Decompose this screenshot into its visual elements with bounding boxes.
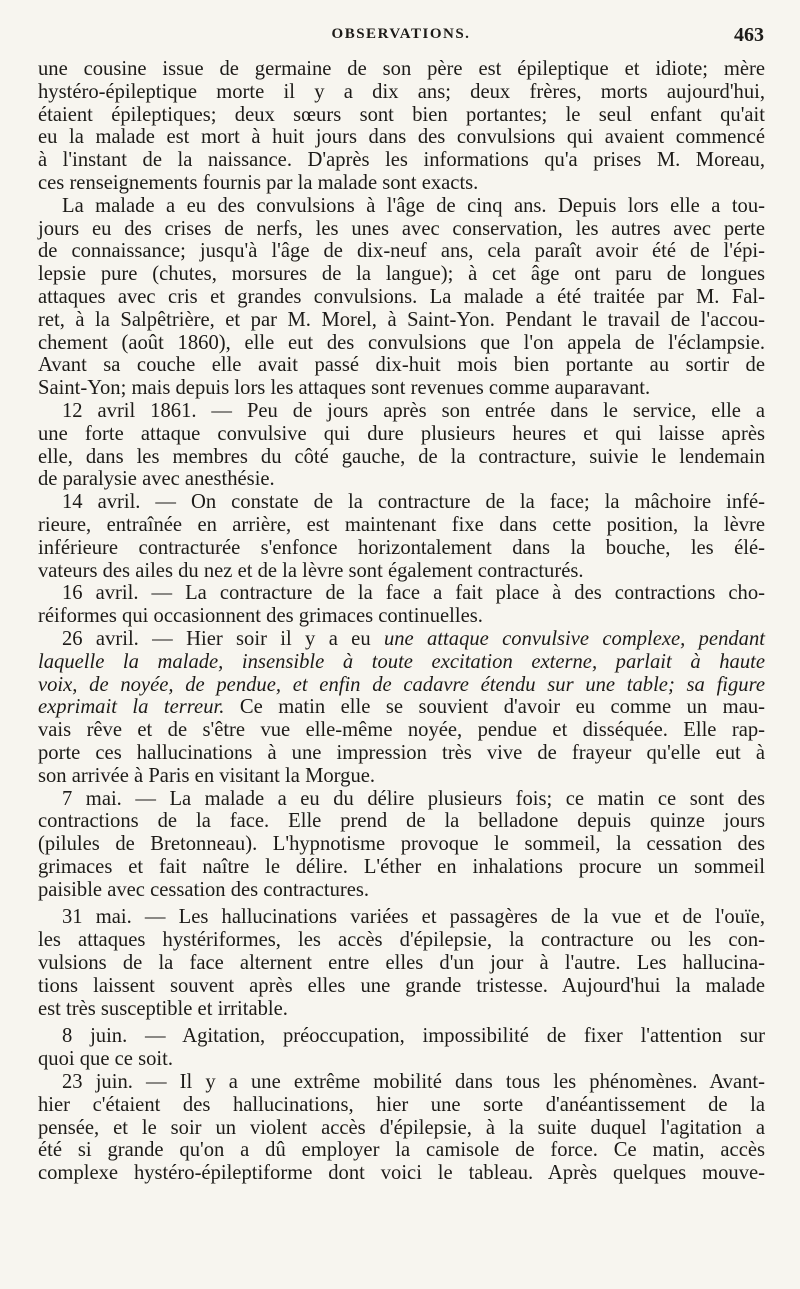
running-title: OBSERVATIONS. (331, 26, 471, 42)
text-line: 16 avril. — La contracture de la face a fait place à des contractions cho- (62, 582, 765, 605)
text-line: de connaissance; jusqu'à l'âge de dix-neuf ans, cela paraît avoir été de l'épi- (38, 240, 765, 263)
text-line: Saint-Yon; mais depuis lors les attaques sont revenues comme auparavant. (38, 377, 651, 400)
text-line: grimaces et fait naître le délire. L'éther en inhalations procure un sommeil (38, 855, 765, 878)
page-header (38, 22, 764, 52)
text-line: lepsie pure (chutes, morsures de la langue); à cet âge ont paru de longues (38, 263, 765, 286)
text-line: eu la malade est mort à huit jours dans des convulsions qui avaient commencé (38, 126, 765, 149)
text-line (38, 674, 765, 697)
text-line: étaient épileptiques; deux sœurs sont bien portantes; le seul enfant qu'ait (38, 103, 765, 126)
text-line: les attaques hystériformes, les accès d'épilepsie, la contracture ou les con- (38, 929, 765, 952)
text-line: de paralysie avec anesthésie. (38, 468, 275, 491)
text-line: 12 avril 1861. — Peu de jours après son entrée dans le service, elle a (62, 399, 765, 422)
text-line: vateurs des ailes du nez et de la lèvre sont également contracturés. (38, 559, 584, 582)
text-line: vulsions de la face alternent entre elles d'un jour à l'autre. Les hallucina- (38, 952, 765, 975)
text-line (38, 628, 765, 651)
text-line: jours eu des crises de nerfs, les unes avec conservation, les autres avec perte (38, 217, 765, 240)
italic-run: voix, de noyée, de pendue, et enfin de cadavre étendu sur une table; sa figure (38, 673, 765, 696)
text-line (38, 651, 765, 674)
page-number: 463 (734, 24, 764, 46)
text-line: hystéro-épileptique morte il y a dix ans; deux frères, morts aujourd'hui, (38, 80, 765, 103)
italic-run: exprimait la terreur. (38, 696, 225, 719)
text-line: paisible avec cessation des contractures. (38, 878, 370, 901)
text-line: chement (août 1860), elle eut des convulsions que l'on appela de l'éclampsie. (38, 331, 765, 354)
text-line: tions laissent souvent après elles une grande tristesse. Aujourd'hui la malade (38, 974, 765, 997)
text-line: une forte attaque convulsive qui dure plusieurs heures et qui laisse après (38, 422, 765, 445)
text-line: elle, dans les membres du côté gauche, de la contracture, suivie le lendemain (38, 445, 765, 468)
text-line: complexe hystéro-épileptiforme dont voici le tableau. Après quelques mouve- (38, 1162, 765, 1185)
text-line: ret, à la Salpêtrière, et par M. Morel, à Saint-Yon. Pendant le travail de l'accou- (38, 308, 765, 331)
text-line: vais rêve et de s'être vue elle-même noyée, pendue et disséquée. Elle rap- (38, 719, 765, 742)
text-line: 8 juin. — Agitation, préoccupation, impossibilité de fixer l'attention sur (62, 1025, 765, 1048)
text-line: 31 mai. — Les hallucinations variées et passagères de la vue et de l'ouïe, (62, 906, 765, 929)
text-line: rieure, entraînée en arrière, est maintenant fixe dans cette position, la lèvre (38, 513, 765, 536)
text-line: son arrivée à Paris en visitant la Morgue. (38, 764, 376, 787)
body-text (38, 58, 765, 1185)
text-line: La malade a eu des convulsions à l'âge de cinq ans. Depuis lors elle a tou- (62, 194, 765, 217)
text-line: 23 juin. — Il y a une extrême mobilité dans tous les phénomènes. Avant- (62, 1071, 765, 1094)
text-line: été si grande qu'on a dû employer la camisole de force. Ce matin, accès (38, 1139, 765, 1162)
text-run: 26 avril. — Hier soir il y a eu (62, 627, 384, 650)
italic-run: laquelle la malade, insensible à toute excitation externe, parlait à haute (38, 650, 765, 673)
italic-run: une attaque convulsive complexe, pendant (383, 627, 765, 650)
text-line: quoi que ce soit. (38, 1048, 173, 1071)
text-line: une cousine issue de germaine de son père est épileptique et idiote; mère (38, 58, 765, 80)
text-line (38, 696, 765, 719)
text-line: 14 avril. — On constate de la contracture de la face; la mâchoire infé- (62, 491, 765, 514)
text-line: hier c'étaient des hallucinations, hier une sorte d'anéantissement de la (38, 1093, 765, 1116)
text-line: inférieure contracturée s'enfonce horizontalement dans la bouche, les élé- (38, 536, 765, 559)
text-line: 7 mai. — La malade a eu du délire plusieurs fois; ce matin ce sont des (62, 787, 765, 810)
text-line: contractions de la face. Elle prend de la belladone depuis quinze jours (38, 810, 765, 833)
text-line: pensée, et le soir un violent accès d'épilepsie, à la suite duquel l'agitation a (38, 1116, 765, 1139)
text-line: attaques avec cris et grandes convulsions. La malade a été traitée par M. Fal- (38, 285, 765, 308)
text-line: ces renseignements fournis par la malade sont exacts. (38, 171, 479, 194)
text-line: est très susceptible et irritable. (38, 997, 288, 1020)
text-line: (pilules de Bretonneau). L'hypnotisme provoque le sommeil, la cessation des (38, 833, 765, 856)
text-run: Ce matin elle se souvient d'avoir eu comme un mau- (224, 696, 765, 719)
text-line: porte ces hallucinations à une impression très vive de frayeur qu'elle eut à (38, 741, 765, 764)
text-line: à l'instant de la naissance. D'après les informations qu'a prises M. Moreau, (38, 149, 765, 172)
text-line: réiformes qui occasionnent des grimaces continuelles. (38, 605, 483, 628)
text-line: Avant sa couche elle avait passé dix-huit mois bien portante au sortir de (38, 354, 765, 377)
